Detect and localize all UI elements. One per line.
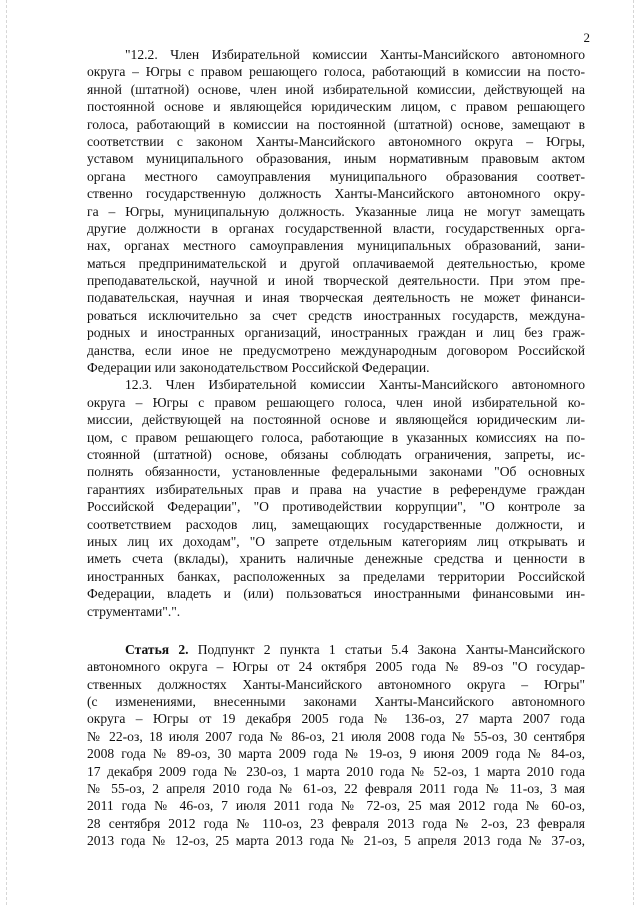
text-line: № 22-оз, 18 июля 2007 года № 86-оз, 21 июля 2008 года № 55-оз, 30 сентября: [87, 728, 585, 744]
text-line: роваться исключительно за счет средств иностранных государств, междуна-: [87, 307, 585, 323]
text-line: 17 декабря 2009 года № 230-оз, 1 марта 2010 года № 52-оз, 1 марта 2010 года: [87, 763, 585, 779]
text-line: "12.2. Член Избирательной комиссии Ханты-Мансийского автономного: [125, 47, 585, 62]
text-line: полнять обязанности, установленные федеральными законами "Об основных: [87, 464, 585, 480]
text-line: № 55-оз, 2 апреля 2010 года № 61-оз, 22 февраля 2011 года № 11-оз, 3 мая: [87, 781, 585, 797]
text-line: Российской Федерации", "О противодействии коррупции", "О контроле за: [87, 499, 585, 515]
text-line: иных лиц их доходам", "О запрете отдельным категориям лиц открывать и: [87, 533, 585, 549]
text-line: цом, с правом решающего голоса, работающие в указанных комиссиях на по-: [87, 429, 585, 445]
text-line: струментами".".: [87, 603, 181, 619]
text-line: иностранных банках, расположенных за пределами территории Российской: [87, 568, 585, 584]
article-first-line: Подпункт 2 пункта 1 статьи 5.4 Закона Ханты-Мансийского: [188, 641, 585, 657]
text-line: округа – Югры с правом решающего голоса, работающий в комиссии на посто-: [87, 64, 585, 80]
text-line: органа местного самоуправления муниципального образования соответ-: [87, 168, 585, 184]
text-line: уставом муниципального образования, иным нормативным правовым актом: [87, 151, 585, 167]
article-2: [87, 641, 585, 850]
text-line: округа – Югры от 19 декабря 2005 года № 136-оз, 27 марта 2007 года: [87, 711, 585, 727]
text-line: нах, органах местного самоуправления муниципальных образований, зани-: [87, 238, 585, 254]
text-line: 28 сентября 2012 года № 110-оз, 23 февраля 2013 года № 2-оз, 23 февраля: [87, 815, 585, 831]
text-line: автономного округа – Югры от 24 октября 2005 года № 89-оз "О государ-: [87, 659, 585, 675]
text-line: соответствием расходов лиц, замещающих государственные должности, и: [87, 516, 585, 532]
paragraph-12-3: [87, 376, 585, 619]
text-line: 2011 года № 46-оз, 7 июля 2011 года № 72-оз, 25 мая 2012 года № 60-оз,: [87, 798, 585, 814]
text-line: [87, 641, 585, 658]
text-line: миссии, действующей на постоянной основе и являющейся юридическим ли-: [87, 412, 585, 428]
text-line: маться предпринимательской и другой оплачиваемой деятельностью, кроме: [87, 255, 585, 271]
text-line: гарантиях избирательных прав и права на участие в референдуме граждан: [87, 481, 585, 497]
scan-edge-left: [6, 0, 7, 905]
text-line: данства, если иное не предусмотрено международным договором Российской: [87, 342, 585, 358]
page-number: 2: [583, 30, 590, 45]
text-line: 12.3. Член Избирательной комиссии Ханты-Мансийского автономного: [125, 377, 585, 393]
text-line: Федерации, владеть и (или) пользоваться иностранными финансовыми ин-: [87, 586, 585, 602]
text-line: постоянной основе и являющейся юридическим лицом, с правом решающего: [87, 99, 585, 115]
article-label: Статья 2.: [125, 641, 189, 657]
text-line: подавательская, научная и иная творческая деятельность не может финанси-: [87, 290, 585, 306]
text-line: голоса, работающий в комиссии на постоянной (штатной) основе, замещают в: [87, 116, 585, 132]
paragraph-12-2: [87, 46, 585, 376]
text-line: га – Югры, муниципальную должность. Указанные лица не могут замещать: [87, 203, 585, 219]
text-line: 2008 года № 89-оз, 30 марта 2009 года № 19-оз, 9 июня 2009 года № 84-оз,: [87, 746, 585, 762]
text-line: другие должности в органах государственной власти, государственных орга-: [87, 220, 585, 236]
text-line: соответствии с законом Ханты-Мансийского автономного округа – Югры,: [87, 133, 585, 149]
document-body: [87, 46, 585, 850]
text-line: янной (штатной) основе, член иной избирательной комиссии, действующей на: [87, 81, 585, 97]
text-line: (с изменениями, внесенными законами Ханты-Мансийского автономного: [87, 694, 585, 710]
text-line: 2013 года № 12-оз, 25 марта 2013 года № 21-оз, 5 апреля 2013 года № 37-оз,: [87, 833, 585, 849]
text-line: Федерации или законодательством Российской Федерации.: [87, 360, 430, 376]
text-line: округа – Югры с правом решающего голоса, член иной избирательной ко-: [87, 394, 585, 410]
paragraph-gap: [87, 620, 585, 641]
text-line: стоянной (штатной) основе, обязаны соблюдать ограничения, запреты, ис-: [87, 446, 585, 462]
text-line: родных и иностранных организаций, иностранных граждан и лиц без граж-: [87, 325, 585, 341]
scan-edge-right: [633, 0, 634, 905]
text-line: преподавательской, научной и иной творческой деятельности. При этом пре-: [87, 273, 585, 289]
text-line: ственно государственную должность Ханты-Мансийского автономного окру-: [87, 186, 585, 202]
text-line: ственных должностях Ханты-Мансийского автономного округа – Югры": [87, 676, 585, 692]
text-line: иметь счета (вклады), хранить наличные денежные средства и ценности в: [87, 551, 585, 567]
